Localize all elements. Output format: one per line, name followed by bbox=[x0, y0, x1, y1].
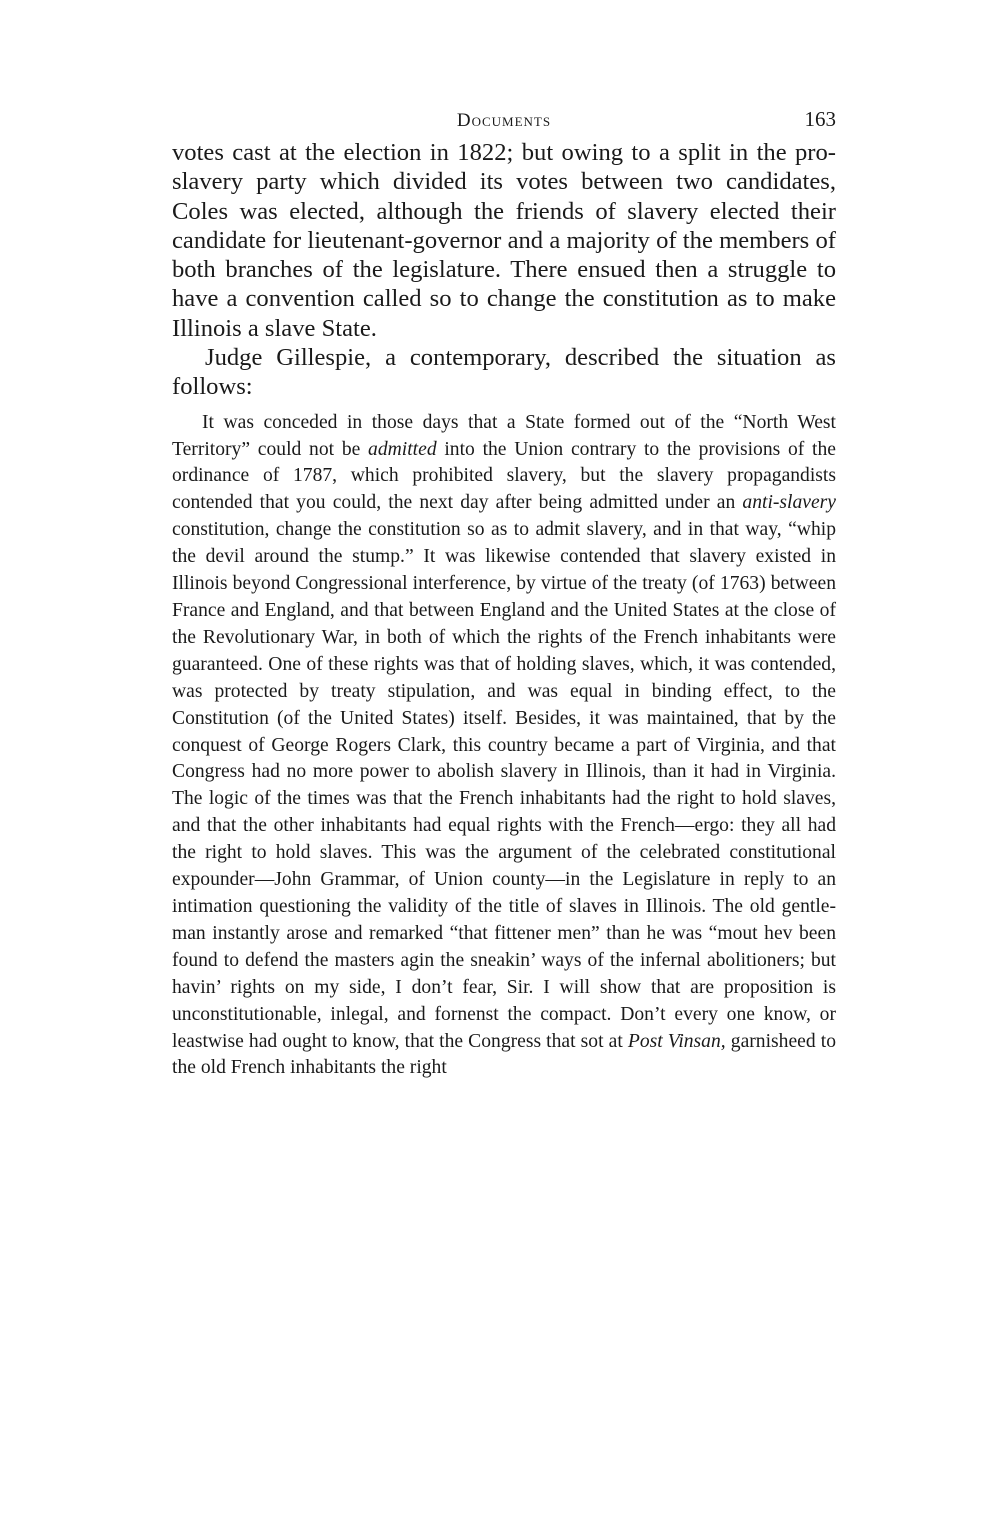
paragraph: votes cast at the election in 1822; but owing to a split in the pro-slavery party which divided its votes between two candidates, Coles was elected, although the friends of slavery elected their candidate for lieutenant-governor and a majority of the members of both branches of the legislature. There ensued then a struggle to have a convention called so to change the constitution as to make Illinois a slave State. bbox=[172, 139, 836, 342]
document-page bbox=[172, 104, 836, 1082]
body-text bbox=[172, 138, 836, 402]
quote-paragraph bbox=[172, 410, 836, 1083]
quote-text: constitution, change the constitution so as to admit slavery, and in that way, “whip the devil around the stump.” It was likewise contended that slavery existed in Illinois beyond Congressional interference, by virtue of the treaty (of 1763) between France and England, and that between England and the United States at the close of the Revolutionary War, in both of which the rights of the French inhabitants were guaranteed. One of these rights was that of holding slaves, which, it was contended, was protected by treaty stipulation, and was equal in binding effect, to the Constitution (of the United States) itself. Besides, it was maintained, that by the conquest of George Rogers Clark, this country became a part of Virginia, and that Congress had no more power to abolish slavery in Illinois, than it had in Virginia. The logic of the times was that the French inhabitants had the right to hold slaves, and that the other inhabitants had equal rights with the French—ergo: they all had the right to hold slaves. This was the argument of the celebrated constitutional expounder—John Grammar, of Union county—in the Legislature in reply to an intimation questioning the validity of the title of slaves in Illinois. The old gentleman instantly arose and remarked “that fittener men” than he was “mout hev been found to defend the masters agin the sneakin’ ways of the infernal abolitioners; but havin’ rights on my side, I don’t fear, Sir. I will show that are proposition is unconstitutionable, inlegal, and fornenst the compact. Don’t every one know, or leastwise had ought to know, that the Congress that sot at bbox=[172, 519, 836, 1052]
running-header bbox=[172, 104, 836, 138]
block-quote bbox=[172, 410, 836, 1083]
quote-emphasis: Post Vinsan, bbox=[627, 1030, 726, 1052]
page-number: 163 bbox=[804, 107, 836, 131]
quote-text: into the Union contrary to the provisions of the ordinance of 1787, which prohibited slavery, but the slavery propagandists contended that you could, the next day after being admitted under an bbox=[172, 438, 836, 514]
quote-emphasis: anti-slavery bbox=[742, 492, 836, 514]
paragraph: Judge Gillespie, a contemporary, described the situation as follows: bbox=[172, 344, 836, 401]
quote-text: garnisheed to the old French inhabitants the right bbox=[172, 1030, 836, 1079]
quote-emphasis: admitted bbox=[368, 438, 437, 460]
running-title: Documents bbox=[456, 110, 552, 131]
quote-text: It was conceded in those days that a State formed out of the “North West Territory” could not be bbox=[172, 411, 836, 460]
